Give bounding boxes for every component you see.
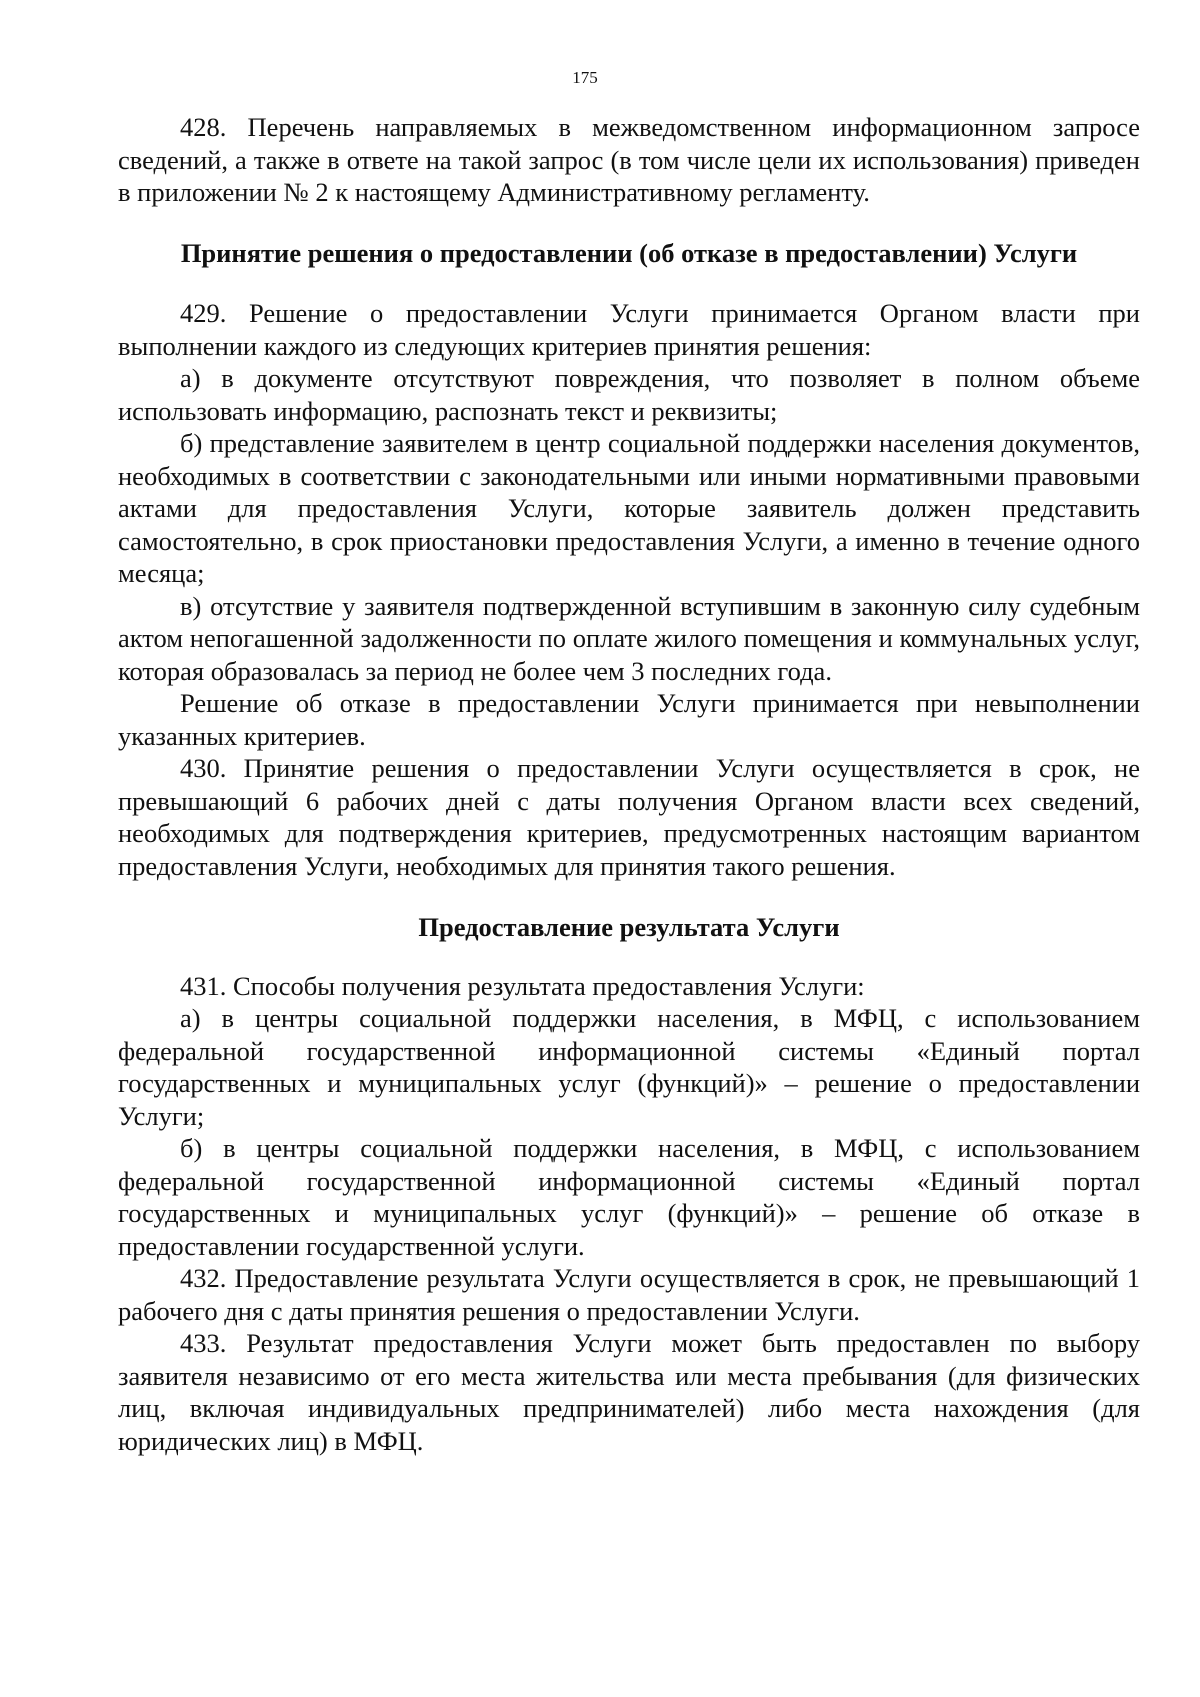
section-heading-result: Предоставление результата Услуги [418,912,840,942]
paragraph-431: 431. Способы получения результата предоставления Услуги: [180,970,865,1001]
paragraph-429-a: а) в документе отсутствуют повреждения, что позволяет в полном объеме использовать информацию, распознать текст и реквизиты; [118,363,1140,426]
paragraph-429: 429. Решение о предоставлении Услуги принимается Органом власти при выполнении каждого из следующих критериев принятия решения: [118,298,1140,361]
paragraph-429-c: в) отсутствие у заявителя подтвержденной вступившим в законную силу судебным актом непогашенной задолженности по оплате жилого помещения и коммунальных услуг, которая образовалась за период не более чем 3 последних года. [118,590,1140,686]
paragraph-429-refusal: Решение об отказе в предоставлении Услуги принимается при невыполнении указанных критериев. [118,688,1140,751]
paragraph-431-b: б) в центры социальной поддержки населения, в МФЦ, с использованием федеральной государственной информационной системы «Единый портал государственных и муниципальных услуг (функций)» – решение об отказе в предоставлении государственной услуги. [118,1133,1140,1261]
paragraph-428: 428. Перечень направляемых в межведомственном информационном запросе сведений, а также в ответе на такой запрос (в том числе цели их использования) приведен в приложении № 2 к настоящему Административному регламенту. [118,112,1140,207]
document-body [118,111,1140,1457]
paragraph-433: 433. Результат предоставления Услуги может быть предоставлен по выбору заявителя независимо от его места жительства или места пребывания (для физических лиц, включая индивидуальных предпринимателей) либо места нахождения (для юридических лиц) в МФЦ. [118,1328,1140,1456]
page-number: 175 [572,68,598,87]
paragraph-429-b: б) представление заявителем в центр социальной поддержки населения документов, необходимых в соответствии с законодательными или иными нормативными правовыми актами для предоставления Услуги, которые заявитель должен представить самостоятельно, в срок приостановки предоставления Услуги, а именно в течение одного месяца; [118,428,1140,588]
section-heading-decision: Принятие решения о предоставлении (об отказе в предоставлении) Услуги [180,237,1078,268]
paragraph-430: 430. Принятие решения о предоставлении Услуги осуществляется в срок, не превышающий 6 рабочих дней с даты получения Органом власти всех сведений, необходимых для подтверждения критериев, предусмотренных настоящим вариантом предоставления Услуги, необходимых для принятия такого решения. [118,753,1140,881]
paragraph-432: 432. Предоставление результата Услуги осуществляется в срок, не превышающий 1 рабочего дня с даты принятия решения о предоставлении Услуги. [118,1263,1140,1326]
paragraph-431-a: а) в центры социальной поддержки населения, в МФЦ, с использованием федеральной государственной информационной системы «Единый портал государственных и муниципальных услуг (функций)» – решение о предоставлении Услуги; [118,1003,1140,1131]
